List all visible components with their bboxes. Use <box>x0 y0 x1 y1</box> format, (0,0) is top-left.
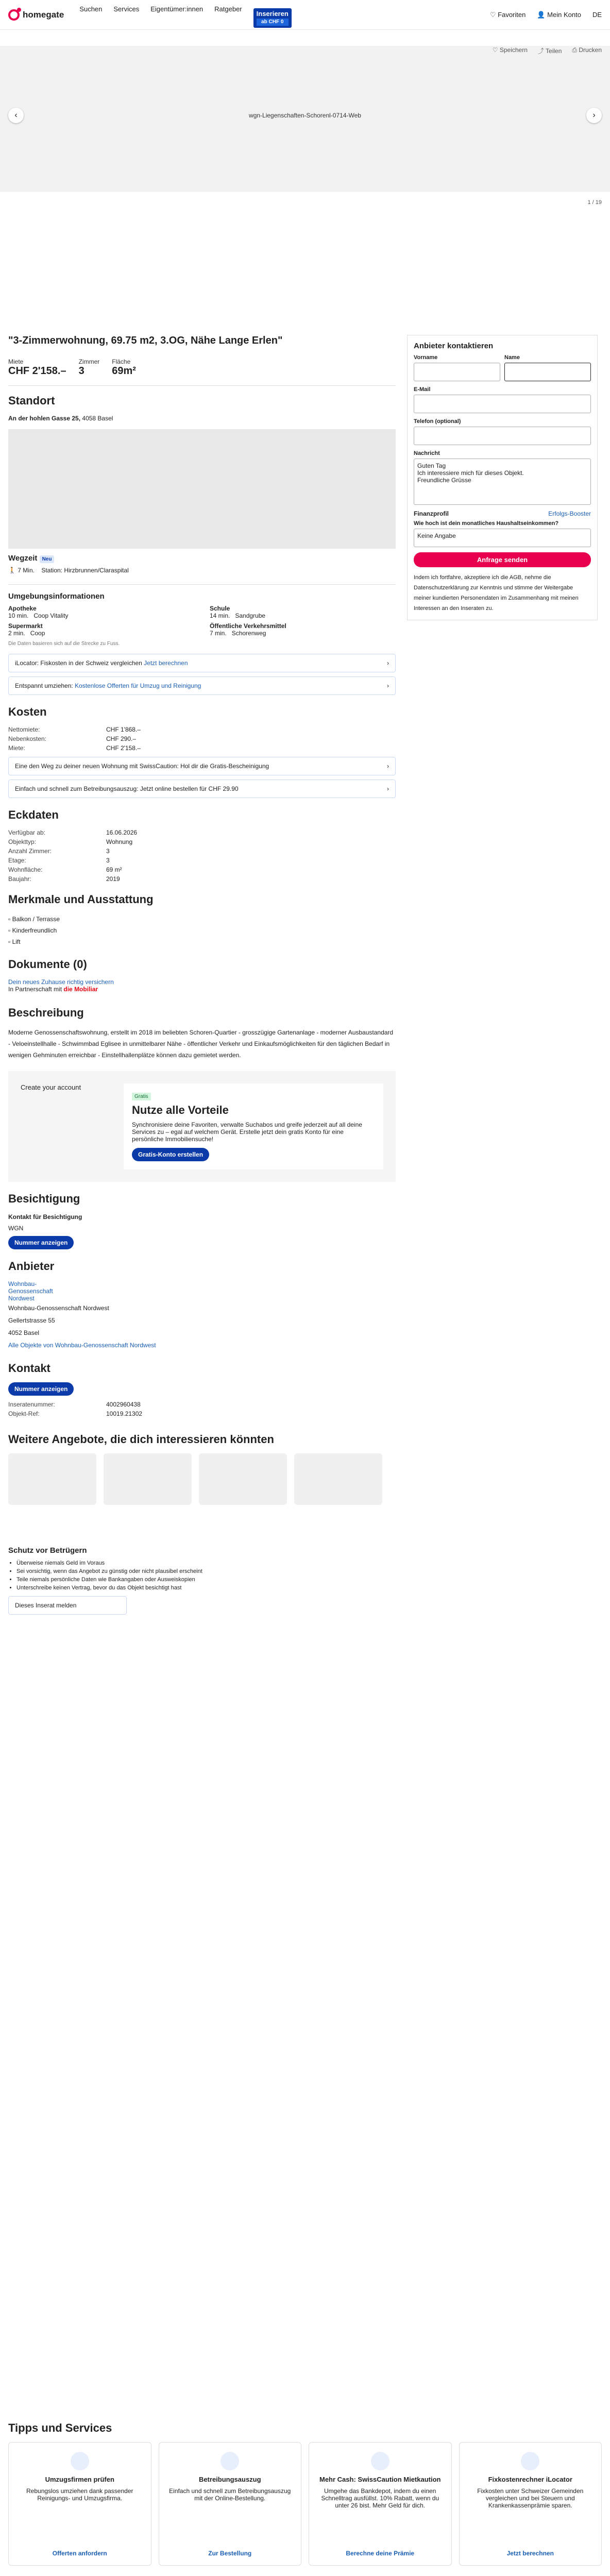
inserieren-button[interactable]: Inserieren ab CHF 0 <box>253 8 292 28</box>
language-selector[interactable]: DE <box>592 10 602 19</box>
phone-field[interactable] <box>414 427 591 445</box>
tips-section: Tipps und Services Umzugsfirmen prüfen Rebungslos umziehen dank passender Reinigungs- und Umzugsfirma. Offerten anfordern Betreibungsauszug Einfach und schnell zum Betreibungsauszug mit der Online-Bestellung. Zur Bestellung Mehr Cash: SwissCaution Mietkaution Umgehe das Bankdepot, indem du einen Schnelltrag ausfüllst. 10% Rabatt, wenn du unter 26 bist. Mehr Geld für dich. Berechne deine Prämie Fixkostenrechner iLocator Fixkosten unter Schweizer Gemeinden vergleichen und bei Steuern und Krankenkassenprämie sparen. Jetzt berechnen <box>8 2421 602 2576</box>
account-promo: Create your account Gratis Nutze alle Vorteile Synchronisiere deine Favoriten, verwalte Suchabos und greife jederzeit auf all deine Services zu – egal auf welchem Gerät. Erstelle jetzt dein gratis Konto für eine persönliche Immobiliensuche! Gratis-Konto erstellen <box>8 1071 396 1182</box>
homegate-logo[interactable]: homegate <box>8 9 64 21</box>
nav-ratgeber[interactable]: Ratgeber <box>214 5 242 13</box>
gallery-prev-icon[interactable]: ‹ <box>8 108 24 123</box>
merkmale-heading: Merkmale und Ausstattung <box>8 893 154 906</box>
ilocator-box[interactable]: iLocator: Fiskosten in der Schweiz vergleichen Jetzt berechnen › <box>8 654 396 672</box>
schutz-heading: Schutz vor Betrügern <box>8 1546 87 1555</box>
chevron-right-icon: › <box>387 659 389 667</box>
image-caption: wgn-Liegenschaften-Schorenl-0714-Web <box>249 112 361 119</box>
address: An der hohlen Gasse 25, 4058 Basel <box>8 415 113 422</box>
wegzeit-heading: Wegzeit Neu <box>8 554 396 563</box>
key-facts: Miete CHF 2'158.– Zimmer 3 Fläche 69m² <box>8 358 136 377</box>
main-nav <box>79 5 292 25</box>
umgebung-heading: Umgebungsinformationen <box>8 592 105 601</box>
nav-eigentuemer[interactable]: Eigentümer:innen <box>150 5 204 13</box>
location-map[interactable] <box>8 429 396 549</box>
shield-icon <box>371 2452 389 2470</box>
swisscaution-box[interactable]: Eine den Weg zu deiner neuen Wohnung mit SwissCaution: Hol dir die Gratis-Bescheinigung › <box>8 757 396 775</box>
surroundings-grid: Apotheke 10 min. Coop Vitality Schule 14 min. Sandgrube Supermarkt 2 min. Coop Öffentliche Verkehrsmittel 7 min. Schorenweg <box>8 605 286 637</box>
firstname-field[interactable] <box>414 363 500 381</box>
nav-suchen[interactable]: Suchen <box>79 5 103 13</box>
description-text: Moderne Genossenschaftswohnung, erstellt im 2018 im beliebten Schoren-Quartier - grosszügige Gartenanlage - moderner Ausbaustandard - Veloeinstellhalle - Schwimmbad Eglisee in unmittelbarer Nähe - öffentlicher Verkehr und Einkaufsmöglichkeiten für den täglichen Bedarf in wenigen Gehminuten erreichbar - Einstellhallenplätze können dazu gemietet werden. <box>8 1029 394 1059</box>
tip-card-ilocator[interactable]: Fixkostenrechner iLocator Fixkosten unter Schweizer Gemeinden vergleichen und bei Steuern und Krankenkassenprämie sparen. Jetzt berechnen <box>459 2442 602 2566</box>
share-button[interactable]: ⤴ Teilen <box>537 47 562 55</box>
gallery-counter: 1 / 19 <box>587 199 602 206</box>
moving-box-icon <box>71 2452 89 2470</box>
beschreibung-heading: Beschreibung <box>8 1006 84 1019</box>
lastname-field[interactable] <box>504 363 591 381</box>
show-number-button[interactable]: Nummer anzeigen <box>8 1236 74 1249</box>
email-field[interactable] <box>414 395 591 413</box>
save-button[interactable]: ♡ Speichern <box>492 46 528 54</box>
eckdaten-heading: Eckdaten <box>8 808 59 821</box>
site-header <box>0 0 610 30</box>
account-link[interactable]: 👤 Mein Konto <box>537 10 581 19</box>
logo-icon <box>8 9 20 21</box>
chevron-right-icon: › <box>387 682 389 689</box>
standort-heading: Standort <box>8 394 55 407</box>
favoriten-link[interactable]: ♡ Favoriten <box>489 10 526 19</box>
anbieter-heading: Anbieter <box>8 1260 55 1273</box>
tip-card-betreibung[interactable]: Betreibungsauszug Einfach und schnell zum Betreibungsauszug mit der Online-Bestellung. Zur Bestellung <box>159 2442 302 2566</box>
listing-main: "3-Zimmerwohnung, 69.75 m2, 3.OG, Nähe Lange Erlen" Miete CHF 2'158.– Zimmer 3 Fläche 69m² Standort An der hohlen Gasse 25, 4058 Basel Wegzeit Neu 🚶 7 Min. Station: Hirzbrunnen/Claraspital Umgebungsinformationen Apotheke 10 min. Coop Vitality Schule 14 min. Sandgrube Supermarkt 2 min. Coop Öffentliche Verkehrsmittel 7 min. Schorenweg Die Daten basieren sich auf die Strecke zu Fuss. iLocator: Fiskosten in der Schweiz vergleichen Jetzt berechnen › Entspannt umziehen: Kostenlose Offerten für Umzug und Reinigung › Kosten Nettomiete: CHF 1'868.– Nebenkosten: CHF 290.– Miete: CHF 2'158.– Eine den Weg zu deiner neuen Wohnung mit SwissCaution: Hol dir die Gratis-Bescheinigung › Einfach und schnell zum Betreibungsauszug: Jetzt online bestellen für CHF 29.90 › Eckdaten Verfügbar ab: 16.06.2026 Objekttyp: Wohnung Anzahl Zimmer: 3 Etage: 3 Wohnfläche: 69 m² Baujahr: 2019 Merkmale und Ausstattung ▫ Balkon / Terrasse ▫ Kinderfreundlich ▫ Lift Dokumente (0) Dein neues Zuhause richtig versichern In Partnerschaft mit die Mobiliar Beschreibung Moderne Genossenschaftswohnung, erstellt im 2018 im beliebten Schoren-Quartier - grosszügige Gartenanlage - moderner Ausbaustandard - Veloeinstellhalle - Schwimmbad Eglisee in unmittelbarer Nähe - öffentlicher Verkehr und Einkaufsmöglichkeiten für den täglichen Bedarf in wenigen Gehminuten erreichbar - Einstellhallenplätze können dazu gemietet werden. Create your account Gratis Nutze alle Vorteile Synchronisiere deine Favoriten, verwalte Suchabos und greife jederzeit auf all deine Services zu – egal auf welchem Gerät. Erstelle jetzt dein gratis Konto für eine persönliche Immobiliensuche! Gratis-Konto erstellen Besichtigung Kontakt für Besichtigung WGN Nummer anzeigen Anbieter Wohnbau-Genossenschaft Nordwest Wohnbau-Genossenschaft Nordwest Gellertstrasse 55 4052 Basel Alle Objekte von Wohnbau-Genossenschaft Nordwest Kontakt Nummer anzeigen Inseratenummer: 4002960438 Objekt-Ref: 10019.21302 Weitere Angebote, die dich interessieren könnten Schutz vor Betrügern • Überweise niemals Geld im Voraus • Sei vorsichtig, wenn das Angebot zu günstig oder nicht plausibel erscheint • Teile niemals persönliche Daten wie Bankangaben oder Ausweiskopien • Unterschreibe keinen Vertrag, bevor du das Objekt besichtigt hast Dieses Inserat melden <box>8 335 396 1619</box>
betreibung-box[interactable]: Einfach und schnell zum Betreibungsauszug: Jetzt online bestellen für CHF 29.90 › <box>8 779 396 798</box>
features-list: ▫ Balkon / Terrasse ▫ Kinderfreundlich ▫ Lift <box>8 916 60 945</box>
umzug-box[interactable]: Entspannt umziehen: Kostenlose Offerten für Umzug und Reinigung › <box>8 676 396 695</box>
show-number-button-2[interactable]: Nummer anzeigen <box>8 1382 74 1396</box>
kosten-heading: Kosten <box>8 705 47 718</box>
listing-title: "3-Zimmerwohnung, 69.75 m2, 3.OG, Nähe Lange Erlen" <box>8 335 283 346</box>
area-value: 69m² <box>112 365 136 377</box>
weitere-heading: Weitere Angebote, die dich interessieren könnten <box>8 1433 274 1446</box>
recommendations <box>8 1453 396 1505</box>
new-badge: Neu <box>40 555 55 563</box>
tip-card-kaution[interactable]: Mehr Cash: SwissCaution Mietkaution Umgehe das Bankdepot, indem du einen Schnelltrag ausfüllst. 10% Rabatt, wenn du unter 26 bist. Mehr Geld für dich. Berechne deine Prämie <box>309 2442 452 2566</box>
anbieter-logo: Wohnbau-Genossenschaft Nordwest <box>8 1280 53 1302</box>
map-icon <box>521 2452 539 2470</box>
tip-card-umzug[interactable]: Umzugsfirmen prüfen Rebungslos umziehen dank passender Reinigungs- und Umzugsfirma. Offerten anfordern <box>8 2442 151 2566</box>
submit-button[interactable]: Anfrage senden <box>414 552 591 567</box>
income-select[interactable]: Keine Angabe <box>414 529 591 547</box>
nav-services[interactable]: Services <box>113 5 140 13</box>
besichtigung-heading: Besichtigung <box>8 1192 80 1205</box>
image-gallery[interactable] <box>0 46 610 206</box>
fraud-tips: • Überweise niemals Geld im Voraus • Sei vorsichtig, wenn das Angebot zu günstig oder nicht plausibel erscheint • Teile niemals persönliche Daten wie Bankangaben oder Ausweiskopien • Unterschreibe keinen Vertrag, bevor du das Objekt besichtigt hast <box>16 1559 396 1592</box>
create-account-button[interactable]: Gratis-Konto erstellen <box>132 1148 209 1161</box>
anbieter-address: Wohnbau-Genossenschaft Nordwest Gellertstrasse 55 4052 Basel Alle Objekte von Wohnbau-Genossenschaft Nordwest <box>8 1304 156 1349</box>
gallery-next-icon[interactable]: › <box>586 108 602 123</box>
message-field[interactable]: Guten Tag Ich interessiere mich für dieses Objekt. Freundliche Grüsse <box>414 459 591 505</box>
document-icon <box>221 2452 239 2470</box>
report-listing-button[interactable]: Dieses Inserat melden <box>8 1596 127 1615</box>
commute-info: 🚶 7 Min. Station: Hirzbrunnen/Claraspital <box>8 567 129 574</box>
contact-form: Anbieter kontaktieren Vorname Name E-Mail Telefon (optional) Nachricht Guten Tag Ich interessiere mich für dieses Objekt. Freundliche Grüsse Finanzprofil Erfolgs-Booster Wie hoch ist dein monatliches Haushaltseinkommen? Keine Angabe Anfrage senden Indem ich fortfahre, akzeptiere ich die AGB, nehme die Datenschutzerklärung zur Kenntnis und stimme der Weitergabe meiner kundierten Personendaten im Zusammenhang mit meinen Interessen an den Inseraten zu. <box>407 335 598 620</box>
rent-value: CHF 2'158.– <box>8 365 66 377</box>
dokumente-heading: Dokumente (0) <box>8 958 87 971</box>
insurance-box[interactable]: Dein neues Zuhause richtig versichern In Partnerschaft mit die Mobiliar <box>8 978 114 993</box>
print-button[interactable]: ⎙ Drucken <box>572 46 602 54</box>
kontakt-heading: Kontakt <box>8 1362 50 1375</box>
rooms-value: 3 <box>78 365 84 377</box>
